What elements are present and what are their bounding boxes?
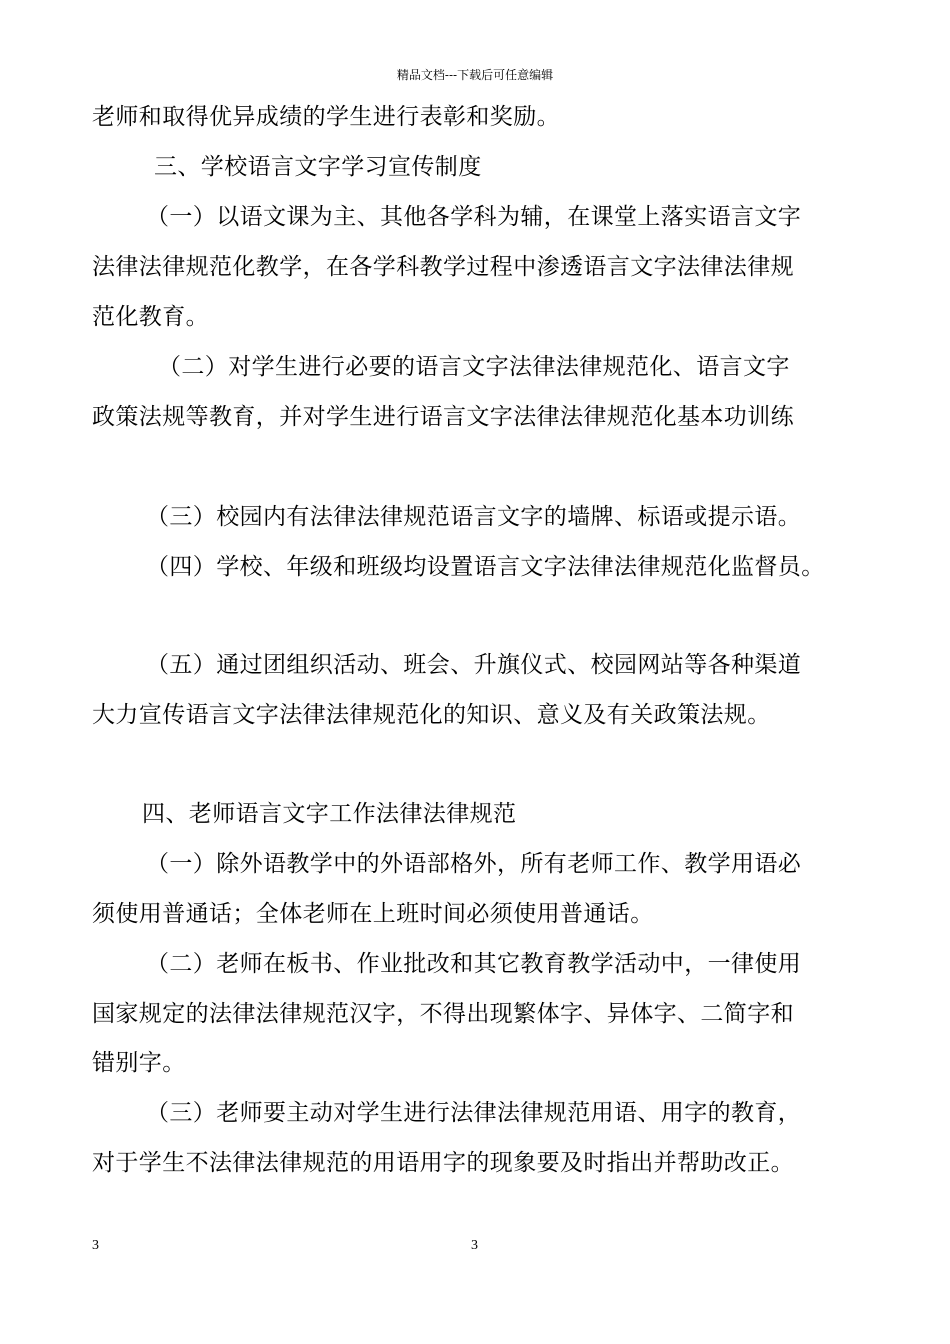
page-number-left: 3 [92, 1238, 99, 1253]
body-line: 对于学生不法律法律规范的用语用字的现象要及时指出并帮助改正。 [92, 1150, 794, 1176]
body-line: 须使用普通话；全体老师在上班时间必须使用普通话。 [92, 901, 654, 927]
body-line: （二）对学生进行必要的语言文字法律法律规范化、语言文字 [158, 354, 790, 380]
body-line: （五）通过团组织活动、班会、升旗仪式、校园网站等各种渠道 [146, 652, 802, 678]
body-line: （二）老师在板书、作业批改和其它教育教学活动中，一律使用 [146, 951, 802, 977]
body-line: （一）除外语教学中的外语部格外，所有老师工作、教学用语必 [146, 851, 802, 877]
body-line: 大力宣传语言文字法律法律规范化的知识、意义及有关政策法规。 [92, 702, 771, 728]
body-line: （三）老师要主动对学生进行法律法律规范用语、用字的教育， [146, 1100, 802, 1126]
body-line: 老师和取得优异成绩的学生进行表彰和奖励。 [92, 104, 560, 130]
body-line: （一）以语文课为主、其他各学科为辅，在课堂上落实语言文字 [146, 204, 802, 230]
body-line: 政策法规等教育，并对学生进行语言文字法律法律规范化基本功训练 [92, 404, 794, 430]
page-number-center: 3 [471, 1238, 478, 1253]
section-heading: 三、学校语言文字学习宣传制度 [154, 154, 482, 180]
page-header: 精品文档---下载后可任意编辑 [396, 68, 554, 82]
body-line: （四）学校、年级和班级均设置语言文字法律法律规范化监督员。 [146, 554, 825, 580]
body-line: 错别字。 [92, 1050, 186, 1076]
body-line: 范化教育。 [92, 304, 209, 330]
section-heading: 四、老师语言文字工作法律法律规范 [142, 801, 517, 827]
body-line: 国家规定的法律法律规范汉字，不得出现繁体字、异体字、二简字和 [92, 1001, 794, 1027]
body-line: （三）校园内有法律法律规范语言文字的墙牌、标语或提示语。 [146, 504, 802, 530]
body-line: 法律法律规范化教学，在各学科教学过程中渗透语言文字法律法律规 [92, 254, 794, 280]
